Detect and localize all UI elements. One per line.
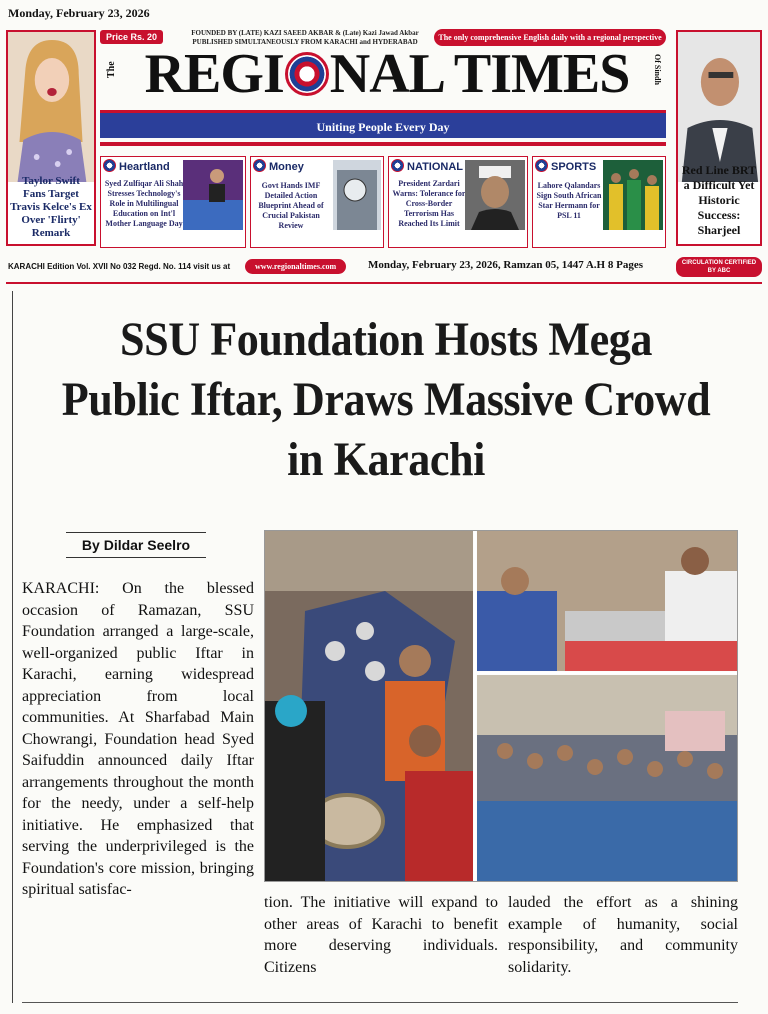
paper-title[interactable] — [112, 44, 662, 104]
teaser-section — [391, 159, 463, 173]
imf-building-photo — [333, 160, 381, 230]
masthead-bottom-rule — [6, 282, 762, 284]
teaser-text: Govt Hands IMF Detailed Action Blueprint Ahead of Crucial Pakistan Review — [258, 181, 324, 230]
right-teaser-box[interactable] — [676, 30, 762, 246]
teaser-section-label: Heartland — [119, 161, 170, 173]
iftar-collage — [265, 531, 738, 882]
globe-logo-icon — [285, 52, 329, 96]
article-column-2: tion. The initiative will expand to other areas of Karachi to benefit more deserving individuals. Citizens — [264, 894, 498, 976]
the-word: The — [106, 61, 117, 78]
teaser-national[interactable] — [388, 156, 528, 248]
circulation-badge: CIRCULATION CERTIFIED BY ABC — [676, 257, 762, 277]
founders-line-1: FOUNDED BY (LATE) KAZI SAEED AKBAR & (Late) Kazi Jawad Akbar — [191, 29, 419, 37]
of-sindh-label: Of Sindh — [653, 54, 662, 85]
globe-bullet-icon — [103, 159, 116, 172]
teaser-section — [535, 159, 596, 173]
slogan-bar: Uniting People Every Day — [100, 110, 666, 138]
teaser-text: Syed Zulfiqar Ali Shah Stresses Technology's Role in Multilingual Education on Int'l Mother Language Day — [104, 179, 184, 228]
website-link[interactable]: www.regionaltimes.com — [245, 259, 346, 274]
teaser-section-label: SPORTS — [551, 161, 597, 173]
president-photo — [465, 160, 525, 230]
issue-date-line: Monday, February 23, 2026, Ramzan 05, 1447 A.H 8 Pages — [368, 259, 643, 271]
teaser-money[interactable] — [250, 156, 384, 248]
article-byline: By Dildar Seelro — [66, 532, 206, 558]
teaser-heartland[interactable] — [100, 156, 246, 248]
teaser-section-label: NATIONAL — [407, 161, 464, 173]
price-badge: Price Rs. 20 — [100, 30, 163, 44]
minister-photo — [678, 32, 760, 182]
founders-line-2: PUBLISHED SIMULTANEOUSLY FROM KARACHI and HYDERABAD — [192, 38, 418, 46]
right-teaser-caption: Red Line BRT a Difficult Yet Historic Success: Sharjeel — [681, 163, 757, 237]
globe-bullet-icon — [391, 159, 404, 172]
page-bottom-rule — [22, 1002, 738, 1003]
cricket-players-photo — [603, 160, 663, 230]
title-part-left: REGI — [144, 43, 284, 105]
teaser-text: President Zardari Warns: Tolerance for Cross-Border Terrorism Has Reached Its Limit — [392, 179, 466, 228]
conference-photo — [183, 160, 243, 230]
article-column-1: KARACHI: On the blessed occasion of Ramazan, SSU Foundation arranged a large-scale, well-organized public Iftar in Karachi, earning widespread appreciation from local communities. At Sharfabad Main Chowrangi, Foundation head Syed Saifuddin announced daily Iftar arrangements throughout the month for the needy, under a self-help initiative. He emphasized that serving the underprivileged is the Foundation's core mission, bringing spiritual satisfac- — [22, 580, 254, 898]
singer-photo — [8, 32, 94, 182]
article-headline: SSU Foundation Hosts Mega Public Iftar, Draws Massive Crowd in Karachi — [61, 313, 711, 486]
teaser-text: Lahore Qalandars Sign South African Star Hermann for PSL 11 — [536, 181, 602, 220]
left-teaser-caption: Taylor Swift Fans Target Travis Kelce's Ex Over 'Flirty' Remark — [10, 175, 92, 239]
edition-line: KARACHI Edition Vol. XVII No 032 Regd. No. 114 visit us at — [8, 262, 231, 271]
title-part-right: NAL TIMES — [329, 43, 630, 105]
teaser-strip — [100, 156, 666, 248]
teaser-section-label: Money — [269, 161, 304, 173]
issue-date: Monday, February 23, 2026 — [8, 6, 150, 20]
teaser-sports[interactable] — [532, 156, 666, 248]
globe-bullet-icon — [253, 159, 266, 172]
teaser-section — [103, 159, 170, 173]
iftar-photo — [264, 530, 738, 882]
teaser-section — [253, 159, 304, 173]
article-column-3: lauded the effort as a shining example of humanity, social responsibility, and community solidarity. — [508, 894, 738, 976]
masthead-rule — [100, 142, 666, 146]
globe-bullet-icon — [535, 159, 548, 172]
paper-tagline: The only comprehensive English daily with a regional perspective — [434, 29, 666, 46]
left-teaser-box[interactable] — [6, 30, 96, 246]
